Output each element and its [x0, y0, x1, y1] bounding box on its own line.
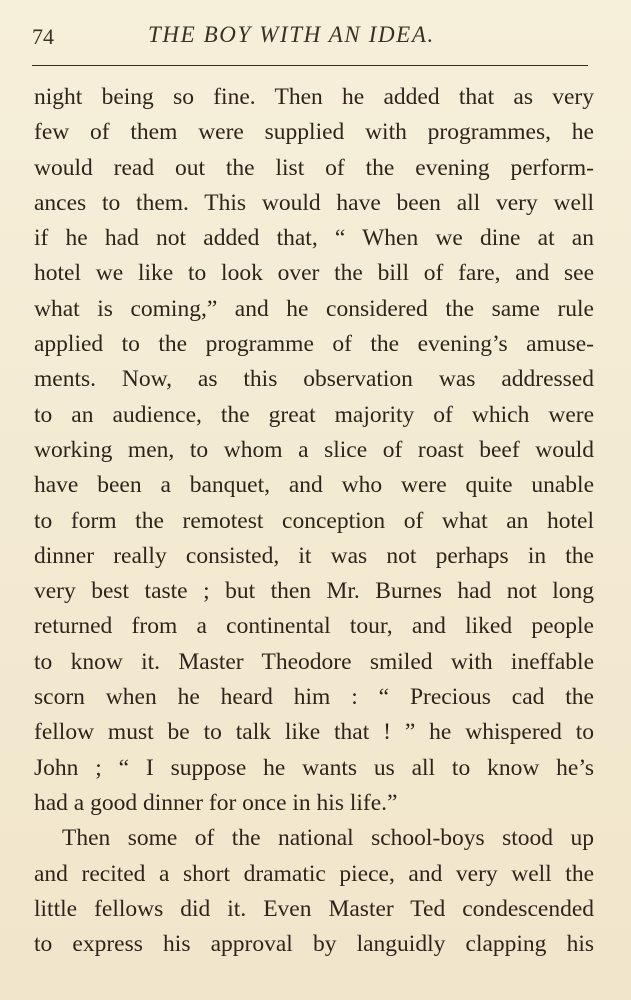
text-line: very best taste ; but then Mr. Burnes had not long — [34, 578, 594, 605]
text-line: and recited a short dramatic piece, and very well the — [34, 860, 594, 887]
text-line: applied to the programme of the evening’s amuse- — [34, 331, 594, 358]
text-line: what is coming,” and he considered the same rule — [34, 295, 594, 322]
text-line: if he had not added that, “ When we dine at an — [34, 225, 594, 252]
text-line: to express his approval by languidly clapping his — [34, 931, 594, 958]
text-line: working men, to whom a slice of roast beef would — [34, 436, 594, 463]
text-line: night being so fine. Then he added that as very — [34, 84, 594, 110]
text-line: ances to them. This would have been all very well — [34, 189, 594, 216]
body-text — [34, 80, 594, 962]
text-line: returned from a continental tour, and liked people — [34, 613, 594, 640]
text-line: to know it. Master Theodore smiled with ineffable — [34, 648, 594, 675]
paragraph-start-line: Then some of the national school-boys stood up — [62, 825, 594, 852]
text-line: few of them were supplied with programmes, he — [34, 119, 594, 146]
page-number: 74 — [32, 24, 54, 49]
text-line: fellow must be to talk like that ! ” he whispered to — [34, 719, 594, 746]
paragraph-end-line: had a good dinner for once in his life.” — [34, 789, 398, 816]
text-line: to an audience, the great majority of which were — [34, 401, 594, 428]
running-title: THE BOY WITH AN IDEA. — [148, 22, 435, 47]
text-line: ments. Now, as this observation was addressed — [34, 366, 594, 393]
text-line: would read out the list of the evening perform- — [34, 154, 594, 181]
text-line: John ; “ I suppose he wants us all to know he’s — [34, 754, 594, 781]
page-header — [30, 22, 600, 52]
text-line: dinner really consisted, it was not perhaps in the — [34, 542, 594, 569]
header-rule — [32, 65, 588, 66]
text-line: have been a banquet, and who were quite unable — [34, 472, 594, 499]
text-line: little fellows did it. Even Master Ted condescended — [34, 895, 594, 922]
text-line: to form the remotest conception of what an hotel — [34, 507, 594, 534]
text-line: scorn when he heard him : “ Precious cad the — [34, 684, 594, 711]
text-line: hotel we like to look over the bill of fare, and see — [34, 260, 594, 287]
